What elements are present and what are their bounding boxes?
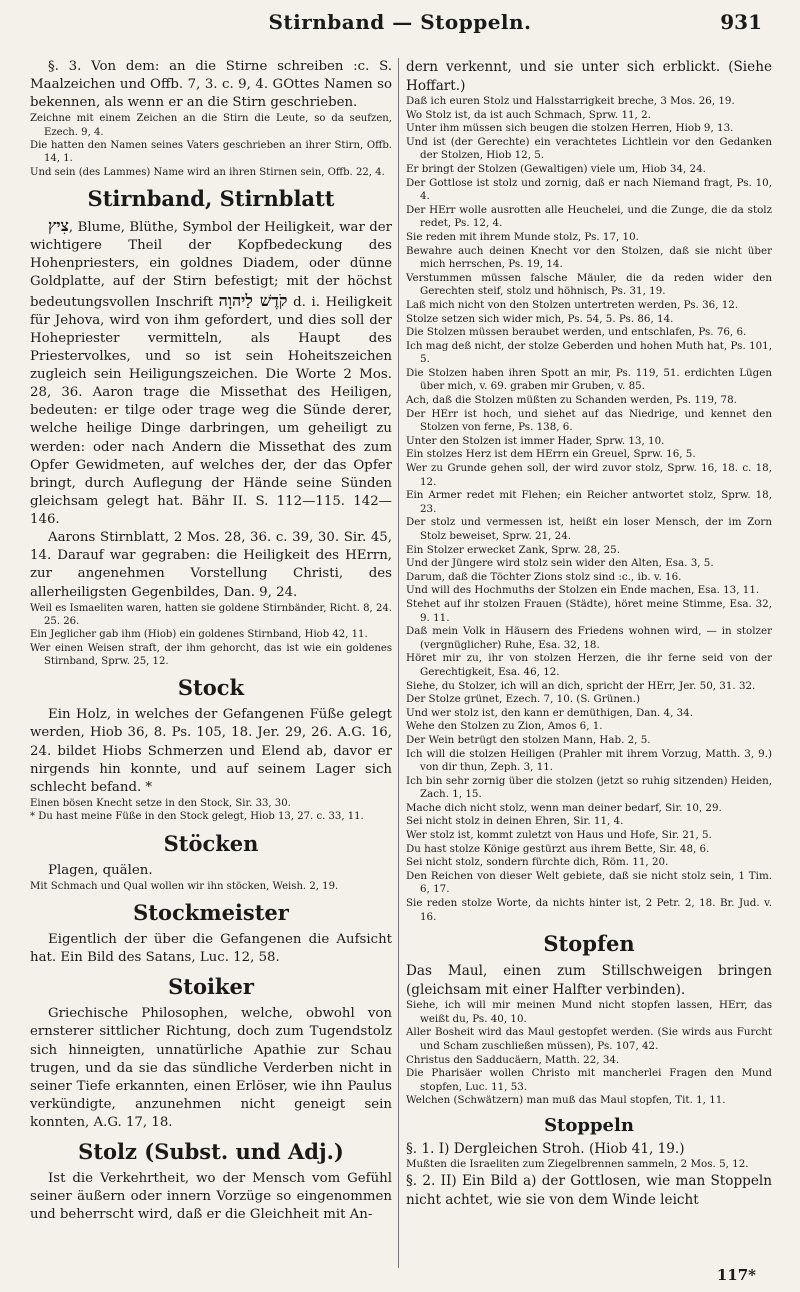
ref-line: Der HErr wolle ausrotten alle Heuchelei, und die Zunge, die da stolz redet, Ps. 12, 4. xyxy=(406,203,772,230)
ref-line: Stehet auf ihr stolzen Frauen (Städte), höret meine Stimme, Esa. 32, 9. 11. xyxy=(406,597,772,624)
ref-line: Die hatten den Namen seines Vaters geschrieben an ihrer Stirn, Offb. 14, 1. xyxy=(30,140,392,165)
ref-line: Und wer stolz ist, den kann er demüthigen, Dan. 4, 34. xyxy=(406,706,693,719)
page-number: 931 xyxy=(720,10,762,34)
ref-line: Weil es Ismaeliten waren, hatten sie goldene Stirnbänder, Richt. 8, 24. 25. 26. xyxy=(30,602,392,627)
stock-refs xyxy=(30,797,392,824)
ref-line: Ich will die stolzen Heiligen (Prahler mit ihrem Vorzug, Matth. 3, 9.) von dir thun, Zeph. 3, 11. xyxy=(406,747,772,774)
intro-refs xyxy=(30,112,392,179)
stoppeln-paragraph-2: §. 2. II) Ein Bild a) der Gottlosen, wie man Stoppeln nicht achtet, wie sie von dem Winde leicht xyxy=(406,1173,772,1208)
ref-line: Sie reden stolze Worte, da nichts hinter ist, 2 Petr. 2, 18. Br. Jud. v. 16. xyxy=(406,897,772,923)
ref-line: Und sein (des Lammes) Name wird an ihren Stirnen sein, Offb. 22, 4. xyxy=(30,166,385,178)
ref-line: Ein stolzes Herz ist dem HErrn ein Greuel, Sprw. 16, 5. xyxy=(406,448,696,461)
right-column xyxy=(406,58,772,1209)
ref-line: Mit Schmach und Qual wollen wir ihn stöcken, Weish. 2, 19. xyxy=(30,880,339,892)
stolz-continuation: dern verkennt, und sie unter sich erblickt. (Siehe Hoffart.) xyxy=(406,59,772,94)
page-header xyxy=(0,10,800,40)
ref-line: Wo Stolz ist, da ist auch Schmach, Sprw. 11, 2. xyxy=(406,108,651,121)
intro-paragraph: §. 3. Von dem: an die Stirne schreiben :c. S. Maalzeichen und Offb. 7, 3. c. 9, 4. GOttes Namen so bekennen, als wenn er an die Stirn geschrieben. xyxy=(30,59,392,111)
stockmeister-paragraph: Eigentlich der über die Gefangenen die Aufsicht hat. Ein Bild des Satans, Luc. 12, 58. xyxy=(30,932,392,966)
ref-line: Verstummen müssen falsche Mäuler, die da reden wider den Gerechten steif, stolz und höhnisch, Ps. 31, 19. xyxy=(406,271,772,298)
ref-line: Welchen (Schwätzern) man muß das Maul stopfen, Tit. 1, 11. xyxy=(406,1094,726,1107)
ref-line: Zeichne mit einem Zeichen an die Stirn die Leute, so da seufzen, Ezech. 9, 4. xyxy=(30,113,392,138)
heading-stoppeln: Stoppeln xyxy=(544,1114,634,1136)
heading-stoiker: Stoiker xyxy=(168,974,254,1000)
ref-line: Der Gottlose ist stolz und zornig, daß er nach Niemand fragt, Ps. 10, 4. xyxy=(406,176,772,203)
heading-stirnband: Stirnband, Stirnblatt xyxy=(87,186,335,212)
stoppeln-paragraph-1: §. 1. I) Dergleichen Stroh. (Hiob 41, 19.) xyxy=(406,1140,685,1157)
ref-line: Der HErr ist hoch, und siehet auf das Niedrige, und kennet den Stolzen von ferne, Ps. 138, 6. xyxy=(406,407,772,434)
ref-line: Ein Stolzer erwecket Zank, Sprw. 28, 25. xyxy=(406,543,620,556)
hebrew-inscription: קֹדֶשׁ לַיהוָה xyxy=(218,290,288,310)
ref-line: Sei nicht stolz in deinen Ehren, Sir. 11, 4. xyxy=(406,815,624,828)
ref-line: Daß ich euren Stolz und Halsstarrigkeit breche, 3 Mos. 26, 19. xyxy=(406,95,735,107)
ref-line: Du hast stolze Könige gestürzt aus ihrem Bette, Sir. 48, 6. xyxy=(406,842,710,855)
ref-line: Wer zu Grunde gehen soll, der wird zuvor stolz, Sprw. 16, 18. c. 18, 12. xyxy=(406,462,772,488)
ref-line: Aller Bosheit wird das Maul gestopfet werden. (Sie wirds aus Furcht und Scham zuschließen müssen), Ps. 107, 42. xyxy=(406,1026,772,1052)
heading-stopfen: Stopfen xyxy=(543,931,635,957)
heading-stock: Stock xyxy=(177,675,245,701)
ref-line: Wehe den Stolzen zu Zion, Amos 6, 1. xyxy=(406,720,603,733)
ref-line: Laß mich nicht von den Stolzen untertreten werden, Ps. 36, 12. xyxy=(406,298,739,311)
ref-line: Siehe, du Stolzer, ich will an dich, spricht der HErr, Jer. 50, 31. 32. xyxy=(406,679,756,692)
ref-line: Der Stolze grünet, Ezech. 7, 10. (S. Grünen.) xyxy=(406,693,640,706)
ref-line: Den Reichen von dieser Welt gebiete, daß sie nicht stolz sein, 1 Tim. 6, 17. xyxy=(406,869,772,896)
running-title: Stirnband — Stoppeln. xyxy=(268,10,532,34)
stock-paragraph: Ein Holz, in welches der Gefangenen Füße gelegt werden, Hiob 36, 8. Ps. 105, 18. Jer. 29, 26. A.G. 16, 24. bildet Hiobs Schmerzen und Elend ab, davor er nirgends hin konnte, und auf seinem Lager sich schlecht befand. * xyxy=(30,707,392,795)
heading-stolz: Stolz (Subst. und Adj.) xyxy=(78,1139,344,1165)
ref-line: Sie reden mit ihrem Munde stolz, Ps. 17, 10. xyxy=(406,230,639,243)
ref-line: Ein Jeglicher gab ihm (Hiob) ein goldenes Stirnband, Hiob 42, 11. xyxy=(30,629,368,641)
stirnblatt-paragraph: Aarons Stirnblatt, 2 Mos. 28, 36. c. 39, 30. Sir. 45, 14. Darauf war gegraben: die Heiligkeit des HErrn, zur angenehmen Vorstellung Christi, des allerheiligsten Gegenbildes, Dan. 9, 24. xyxy=(30,530,392,600)
ref-line: Die Pharisäer wollen Christo mit mancherlei Fragen den Mund stopfen, Luc. 11, 53. xyxy=(406,1067,772,1093)
stopfen-refs xyxy=(406,999,772,1108)
ref-line: Siehe, ich will mir meinen Mund nicht stopfen lassen, HErr, das weißt du, Ps. 40, 10. xyxy=(406,999,772,1025)
ref-line: Bewahre auch deinen Knecht vor den Stolzen, daß sie nicht über mich herrschen, Ps. 19, 14. xyxy=(406,244,772,271)
sheet-signature: 117* xyxy=(716,1266,756,1284)
hebrew-word: צִיץ xyxy=(48,216,69,236)
stirnband-text-1: , Blume, Blüthe, Symbol der Heiligkeit, war der wichtigere Theil der Kopfbedeckung des Hohenpriesters, ein goldnes Diadem, oder dünne Goldplatte, auf der Stirn befestigt; mit der höchst bedeutungsvollen Inschrift xyxy=(30,220,392,310)
stirnband-paragraph xyxy=(30,217,392,529)
stoecken-refs xyxy=(30,880,392,893)
ref-line: Er bringt der Stolzen (Gewaltigen) viele um, Hiob 34, 24. xyxy=(406,162,706,175)
ref-line: Daß mein Volk in Häusern des Friedens wohnen wird, — in stolzer (vergnüglicher) Ruhe, Esa. 32, 18. xyxy=(406,625,772,651)
ref-line: Höret mir zu, ihr von stolzen Herzen, die ihr ferne seid von der Gerechtigkeit, Esa. 46, 12. xyxy=(406,652,772,678)
ref-line: Ach, daß die Stolzen müßten zu Schanden werden, Ps. 119, 78. xyxy=(406,394,737,407)
ref-line: Ein Armer redet mit Flehen; ein Reicher antwortet stolz, Sprw. 18, 23. xyxy=(406,489,772,515)
ref-line: Mußten die Israeliten zum Ziegelbrennen sammeln, 2 Mos. 5, 12. xyxy=(406,1158,749,1171)
stolz-paragraph: Ist die Verkehrtheit, wo der Mensch vom Gefühl seiner äußern oder innern Vorzüge so eingenommen und beherrscht wird, daß er die Gleichheit mit An- xyxy=(30,1171,392,1223)
ref-line: Ich mag deß nicht, der stolze Geberden und hohen Muth hat, Ps. 101, 5. xyxy=(406,339,772,366)
ref-line: Mache dich nicht stolz, wenn man deiner bedarf, Sir. 10, 29. xyxy=(406,801,722,814)
ref-line: Und will des Hochmuths der Stolzen ein Ende machen, Esa. 13, 11. xyxy=(406,584,760,597)
ref-line: Wer einen Weisen straft, der ihm gehorcht, das ist wie ein goldenes Stirnband, Sprw. 25, 12. xyxy=(30,642,392,667)
stoiker-paragraph: Griechische Philosophen, welche, obwohl von ernsterer sittlicher Richtung, doch zum Tugendstolz sich hinneigten, unnatürliche Apathie zur Schau trugen, und da sie das sündliche Verderben nicht in seiner Tiefe erkannten, einen Erlöser, wie ihn Paulus verkündigte, anzunehmen nicht geneigt sein konnten, A.G. 17, 18. xyxy=(30,1006,392,1131)
column-rule xyxy=(398,58,399,1268)
ref-line: Unter den Stolzen ist immer Hader, Sprw. 13, 10. xyxy=(406,434,665,447)
ref-line: Ich bin sehr zornig über die stolzen (jetzt so ruhig sitzenden) Heiden, Zach. 1, 15. xyxy=(406,774,772,801)
ref-line: Und ist (der Gerechte) ein verachtetes Lichtlein vor den Gedanken der Stolzen, Hiob 12, 5. xyxy=(406,135,772,162)
ref-line: Stolze setzen sich wider mich, Ps. 54, 5. Ps. 86, 14. xyxy=(406,312,674,325)
ref-line: Sei nicht stolz, sondern fürchte dich, Röm. 11, 20. xyxy=(406,856,669,869)
ref-line: Einen bösen Knecht setze in den Stock, Sir. 33, 30. xyxy=(30,797,291,809)
ref-line: * Du hast meine Füße in den Stock gelegt, Hiob 13, 27. c. 33, 11. xyxy=(30,811,364,823)
ref-line: Christus den Sadducäern, Matth. 22, 34. xyxy=(406,1053,620,1066)
ref-line: Der stolz und vermessen ist, heißt ein loser Mensch, der im Zorn Stolz beweiset, Sprw. 21, 24. xyxy=(406,516,772,542)
ref-line: Darum, daß die Töchter Zions stolz sind :c., ib. v. 16. xyxy=(406,570,682,583)
ref-line: Unter ihm müssen sich beugen die stolzen Herren, Hiob 9, 13. xyxy=(406,122,734,135)
stopfen-paragraph: Das Maul, einen zum Stillschweigen bringen (gleichsam mit einer Halfter verbinden). xyxy=(406,963,772,998)
stirnband-text-2: d. i. Heiligkeit für Jehova, wird von ihm gefordert, und dies soll der Hohepriester vermitteln, als Haupt des Priestervolkes, und so ist sein Hoheitszeichen zugleich sein Heiligungszeichen. Die Worte 2 Mos. 28, 36. Aaron trage die Missethat des Heiligen, bedeuten: er tilge oder trage weg die Sünde derer, welche heilige Dinge darbringen, um geheiligt zu werden: oder nach Andern die Missethat des zum Opfer Gewidmeten, auf welches der, der das Opfer bringt, durch Auflegung der Hände seine Sünden gleichsam gelegt hat. Bähr II. S. 112—115. 142—146. xyxy=(30,294,392,528)
ref-line: Und der Jüngere wird stolz sein wider den Alten, Esa. 3, 5. xyxy=(406,557,714,570)
left-column xyxy=(30,58,392,1225)
heading-stoecken: Stöcken xyxy=(163,830,259,856)
ref-line: Wer stolz ist, kommt zuletzt von Haus und Hofe, Sir. 21, 5. xyxy=(406,829,712,842)
ref-line: Die Stolzen haben ihren Spott an mir, Ps. 119, 51. erdichten Lügen über mich, v. 69. graben mir Gruben, v. 85. xyxy=(406,366,772,393)
ref-line: Die Stolzen müssen beraubet werden, und entschlafen, Ps. 76, 6. xyxy=(406,326,747,339)
stolz-refs xyxy=(406,95,772,924)
stoecken-paragraph: Plagen, quälen. xyxy=(48,862,153,878)
heading-stockmeister: Stockmeister xyxy=(133,900,289,926)
stirnband-refs xyxy=(30,602,392,669)
ref-line: Der Wein betrügt den stolzen Mann, Hab. 2, 5. xyxy=(406,733,651,746)
